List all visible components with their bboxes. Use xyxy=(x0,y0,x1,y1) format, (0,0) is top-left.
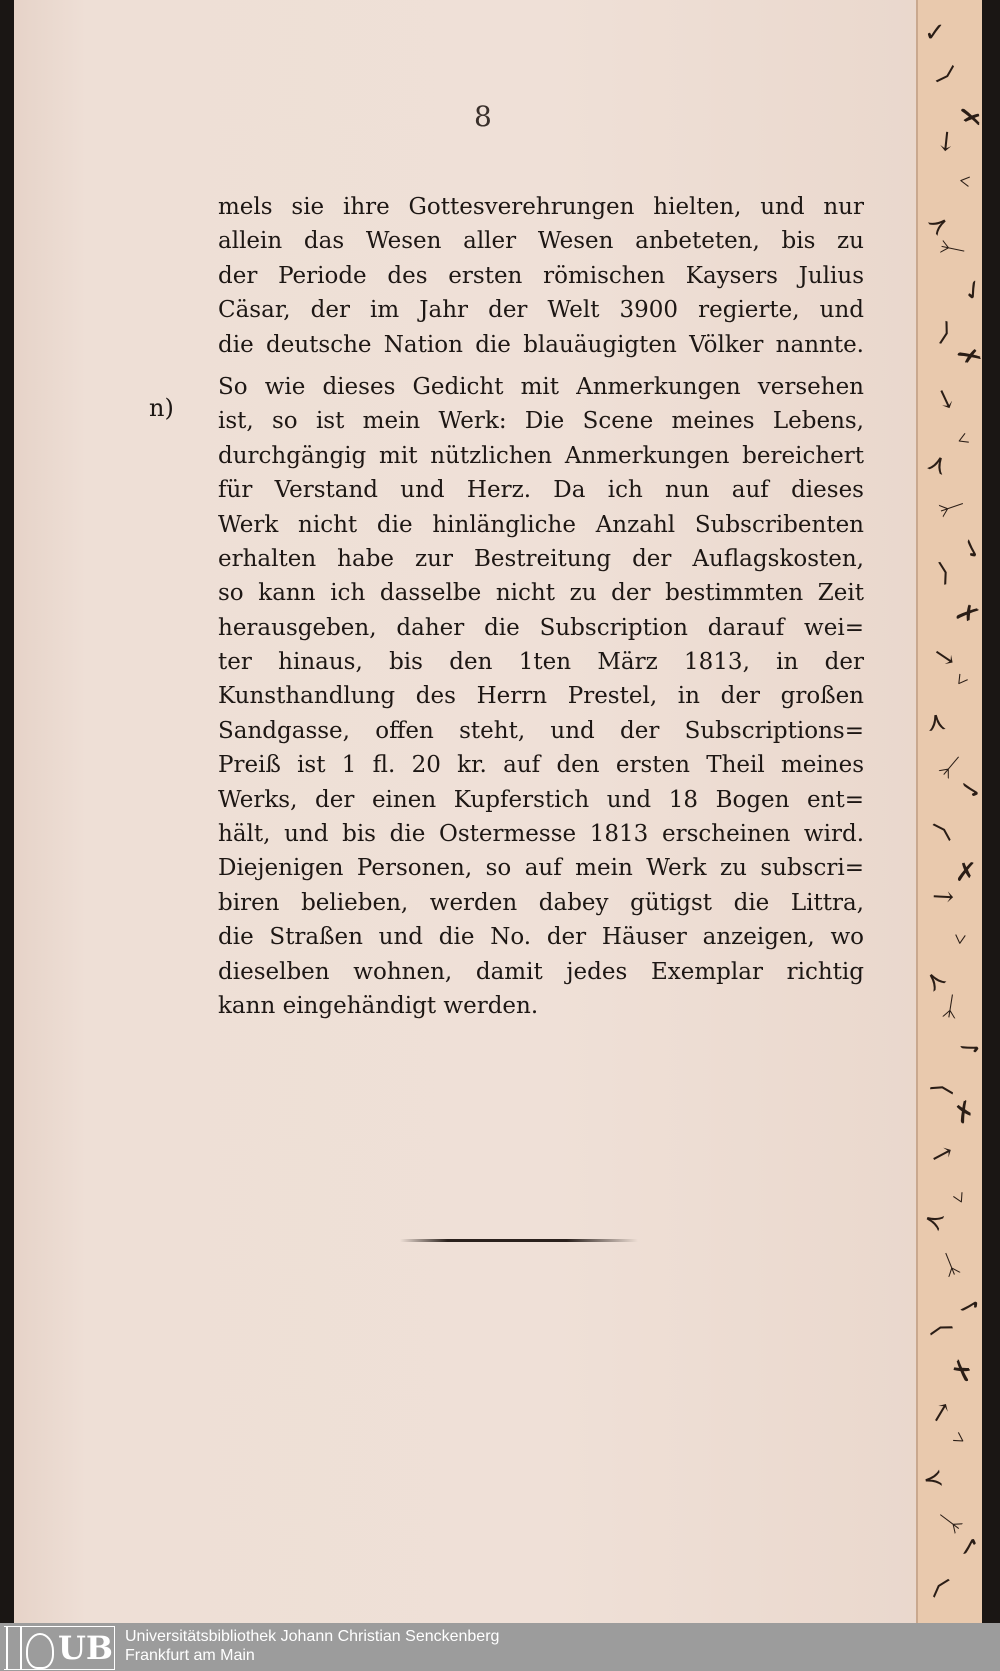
text-line: die deutsche Nation die blauäugigten Völker nannte. xyxy=(218,331,864,358)
strip-ornament: ᛉ xyxy=(937,238,971,260)
footnote-line: für Verstand und Herz. Da ich nun auf dieses xyxy=(218,477,864,504)
strip-ornament: ✓ xyxy=(924,18,946,48)
footnote-line: Werks, der einen Kupferstich und 18 Bogen ent= xyxy=(218,786,864,813)
strip-ornament: ﹥ xyxy=(941,1178,981,1216)
ub-logo xyxy=(4,1626,115,1670)
library-footer-bar xyxy=(0,1623,1000,1671)
footnote-line: biren belieben, werden dabey gütigst die Littra, xyxy=(218,889,864,916)
strip-ornament: ✓ xyxy=(954,532,992,566)
end-rule-divider xyxy=(400,1239,638,1242)
footnote-line: Preiß ist 1 fl. 20 kr. auf den ersten Theil meines xyxy=(218,752,864,779)
strip-ornament: ✓ xyxy=(956,272,991,310)
footnote-line: hält, und bis die Ostermesse 1813 erscheinen wird. xyxy=(218,821,864,848)
logo-columns-icon xyxy=(6,1627,22,1669)
footnote-line: dieselben wohnen, damit jedes Exemplar richtig xyxy=(218,958,864,985)
strip-ornament: ᛉ xyxy=(936,748,968,782)
footnote-line: So wie dieses Gedicht mit Anmerkungen versehen xyxy=(218,373,864,400)
strip-ornament: ᛉ xyxy=(936,1246,963,1280)
footnote-line: herausgeben, daher die Subscription darauf wei= xyxy=(218,614,864,641)
strip-ornament: ⟩ xyxy=(925,1319,957,1339)
strip-ornament: ✓ xyxy=(953,1286,987,1324)
footnote-line: ist, so ist mein Werk: Die Scene meines Lebens, xyxy=(218,408,864,435)
text-line: mels sie ihre Gottesverehrungen hielten, und nur xyxy=(218,194,864,220)
footnote-line: ter hinaus, bis den 1ten März 1813, in der xyxy=(218,649,864,676)
strip-ornament: ↗ xyxy=(927,122,964,160)
library-name xyxy=(125,1627,499,1665)
strip-ornament: ᛉ xyxy=(936,494,970,520)
strip-ornament: ᛉ xyxy=(940,988,961,1022)
strip-ornament: ✗ xyxy=(947,1094,982,1132)
strip-ornament: ✗ xyxy=(954,857,978,889)
page-number: 8 xyxy=(474,100,492,133)
footnote-line: erhalten habe zur Bestreitung der Auflagskosten, xyxy=(218,545,864,572)
strip-ornament: ⟩ xyxy=(926,1572,954,1602)
strip-ornament: ﹥ xyxy=(946,422,982,460)
footnote-line: Sandgasse, offen steht, und der Subscriptions= xyxy=(218,717,864,744)
footnote-label: n) xyxy=(149,394,174,422)
decorative-paper-strip xyxy=(916,0,992,1623)
footnote-line: kann eingehändigt werden. xyxy=(218,992,539,1019)
strip-ornament: ✓ xyxy=(956,1528,982,1562)
strip-ornament: ⟩ xyxy=(928,816,958,846)
footnote-line: die Straßen und die No. der Häuser anzeigen, wo xyxy=(218,924,864,951)
strip-ornament: ✓ xyxy=(956,777,988,801)
strip-ornament: ✗ xyxy=(945,1354,983,1388)
strip-ornament: ✗ xyxy=(949,596,985,634)
page-text xyxy=(218,190,864,1023)
strip-ornament: ✗ xyxy=(953,105,985,129)
strip-ornament: ⟩ xyxy=(935,557,953,589)
text-line: Cäsar, der im Jahr der Welt 3900 regierte, und xyxy=(218,297,864,324)
strip-ornament: ⋎ xyxy=(917,1467,950,1491)
strip-ornament: ﹥ xyxy=(945,924,979,954)
strip-ornament: ᛉ xyxy=(932,1505,966,1537)
strip-ornament: ↗ xyxy=(927,643,961,671)
strip-ornament: ↗ xyxy=(927,383,963,415)
text-line: der Periode des ersten römischen Kaysers Julius xyxy=(218,262,864,289)
footnote-line: Diejenigen Personen, so auf mein Werk zu subscri= xyxy=(218,855,864,882)
logo-portrait-icon xyxy=(26,1633,54,1669)
logo-text: UB xyxy=(58,1629,113,1667)
strip-ornament: ✓ xyxy=(952,1029,990,1065)
strip-ornament: ﹥ xyxy=(940,1417,980,1457)
strip-ornament: ↗ xyxy=(924,878,962,916)
footnote-n xyxy=(218,370,864,1023)
library-name-line2: Frankfurt am Main xyxy=(125,1647,255,1664)
strip-ornament: ⋎ xyxy=(925,706,948,740)
strip-ornament: ⋎ xyxy=(922,447,953,483)
strip-ornament: ⟩ xyxy=(926,1080,958,1098)
strip-ornament: ↗ xyxy=(927,1137,957,1173)
library-name-line1: Universitätsbibliothek Johann Christian Senckenberg xyxy=(125,1628,500,1645)
strip-ornament: ⋎ xyxy=(920,208,957,242)
footnote-line: durchgängig mit nützlichen Anmerkungen bereichert xyxy=(218,442,864,469)
strip-ornament: ✗ xyxy=(949,340,987,374)
text-line: allein das Wesen aller Wesen anbeteten, bis zu xyxy=(218,228,864,255)
footnote-line: so kann ich dasselbe nicht zu der bestimmten Zeit xyxy=(218,580,864,607)
strip-ornament: ⟩ xyxy=(936,317,955,349)
strip-ornament: ⋎ xyxy=(917,1206,952,1236)
strip-ornament: ⟩ xyxy=(931,61,961,89)
strip-ornament: ﹥ xyxy=(943,661,983,701)
strip-ornament: ⋎ xyxy=(918,963,953,999)
strip-ornament: ↗ xyxy=(926,1395,956,1431)
footnote-line: Kunsthandlung des Herrn Prestel, in der großen xyxy=(218,683,864,710)
footnote-line: Werk nicht die hinlängliche Anzahl Subscribenten xyxy=(218,511,864,538)
strip-ornament: ﹥ xyxy=(950,166,980,200)
